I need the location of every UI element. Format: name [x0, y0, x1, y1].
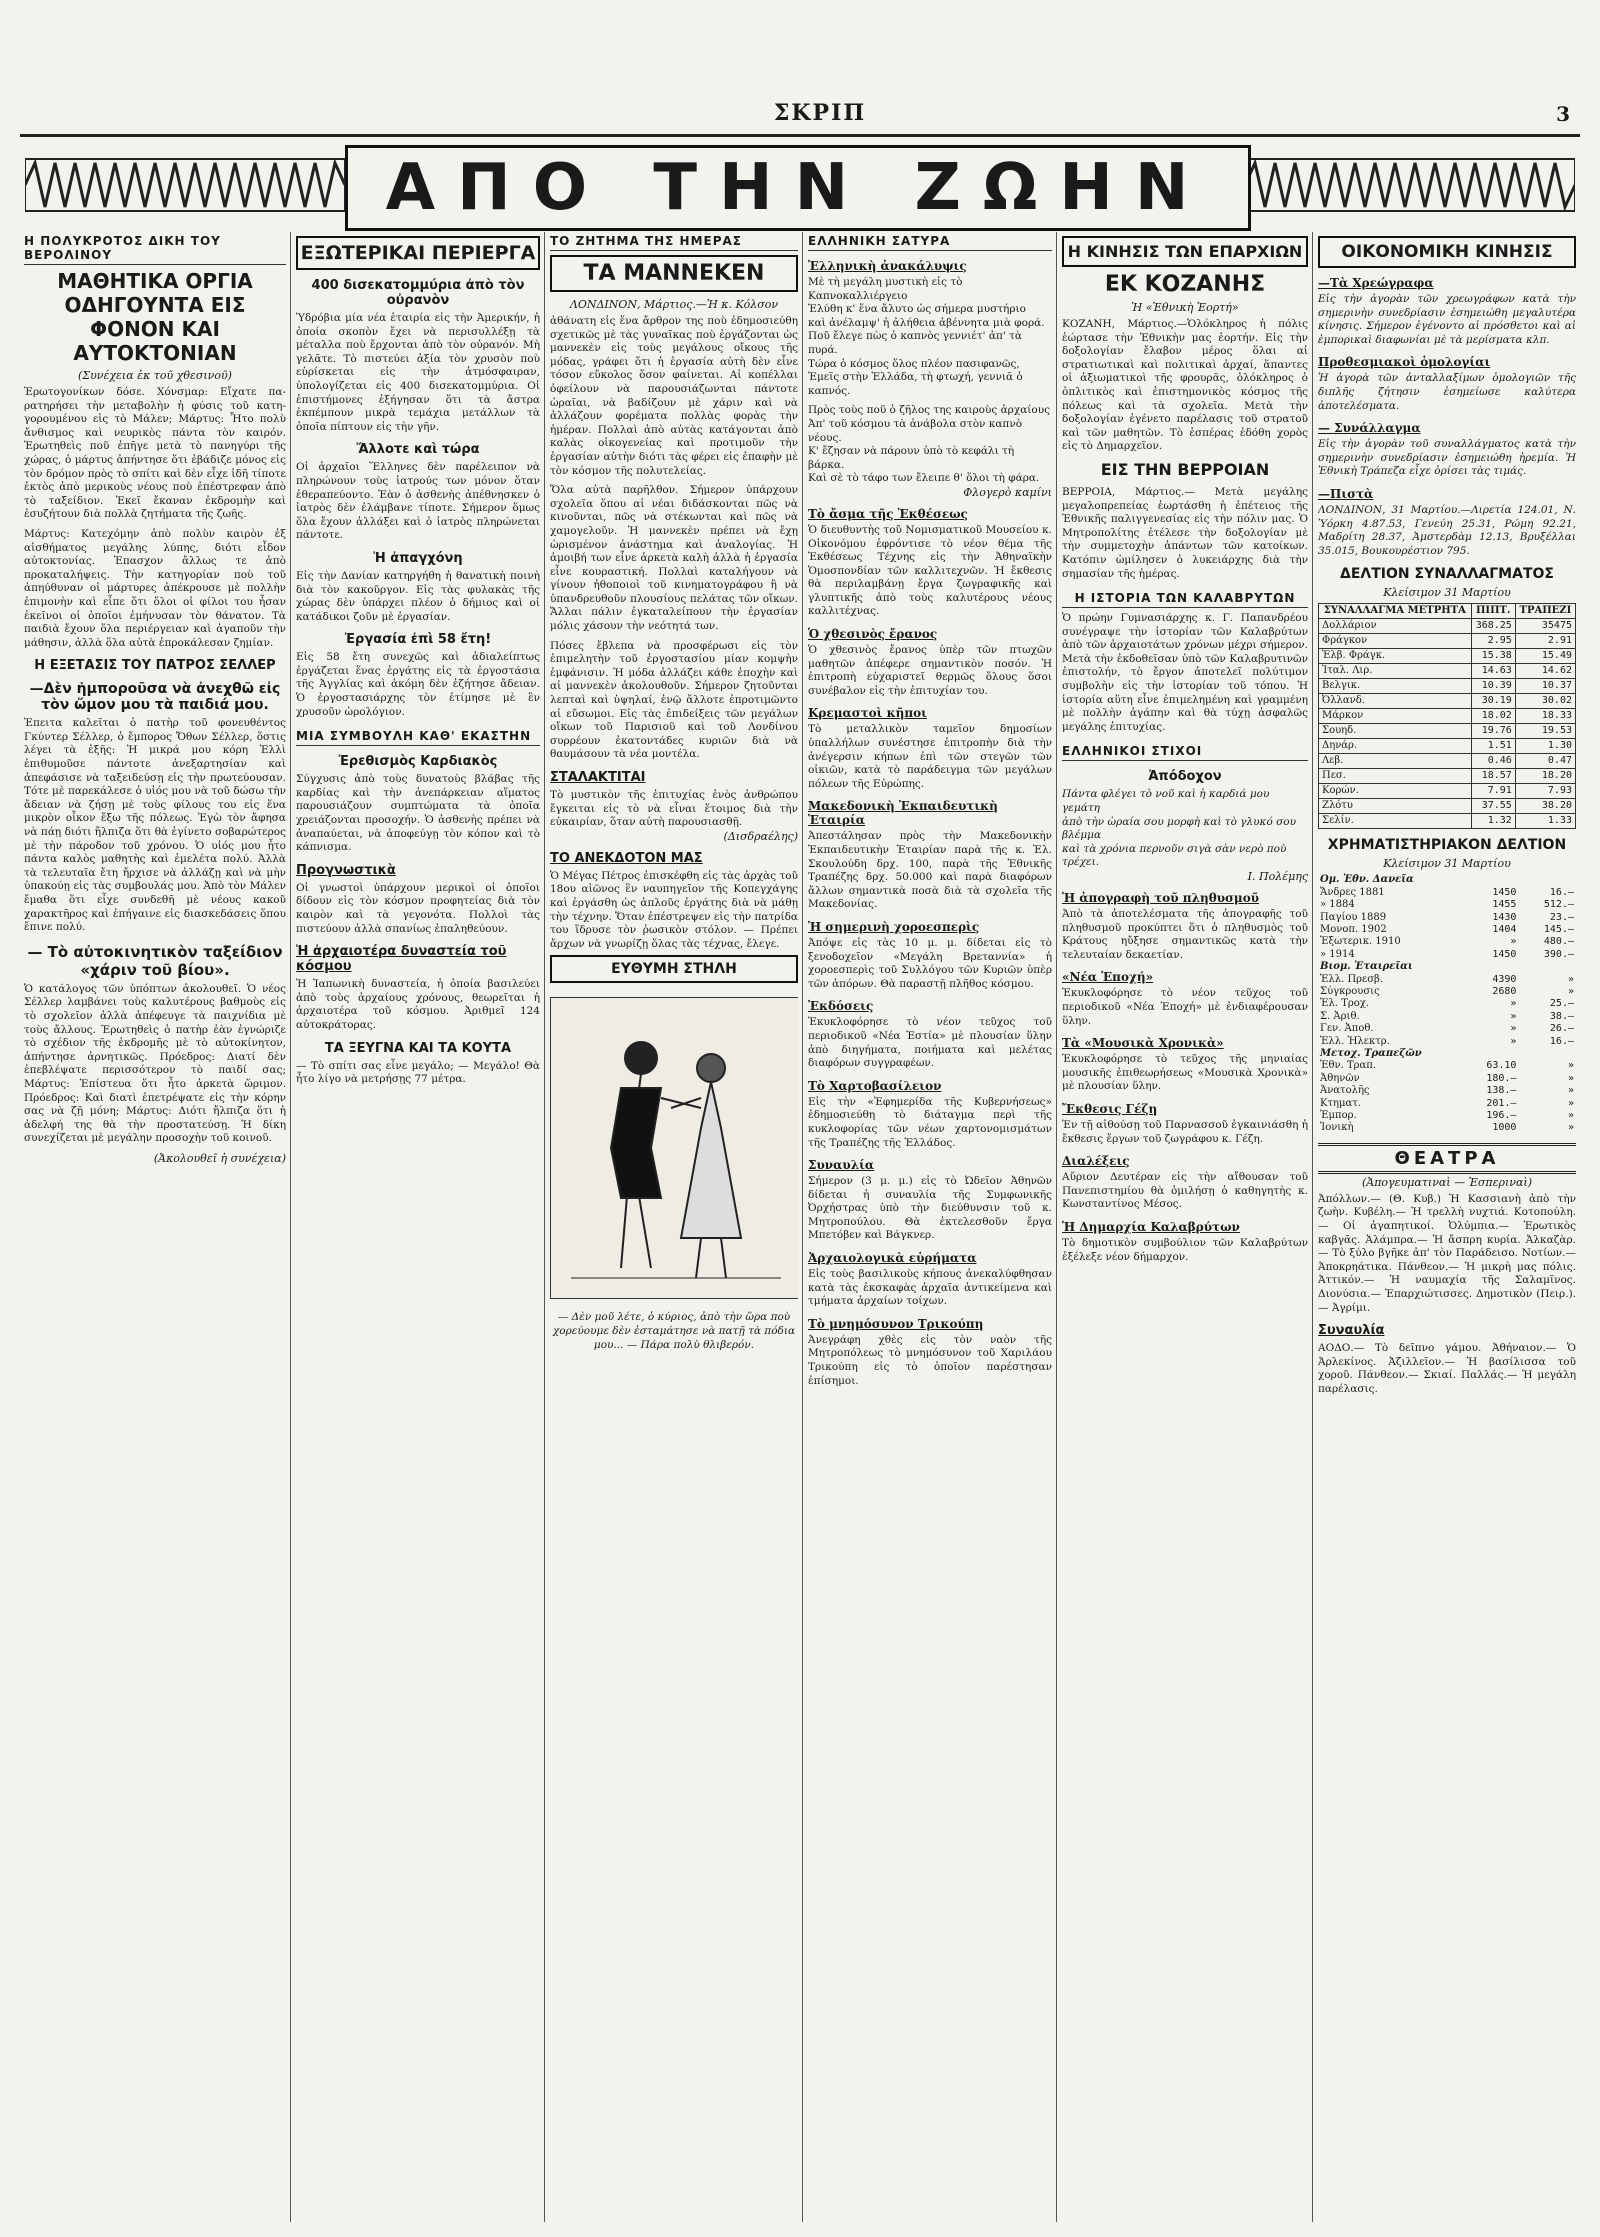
col4-paragraph-3: Τὸ μεταλλικὸν ταμεῖον δημοσίων ὑπαλλήλων συνέστησε ἐπιτροπὴν διὰ τὴν ἀνέγερσιν κήπων ἐπὶ τῶν στεγῶν τῶν οἰκιῶν, κατὰ τὸ παράδειγμα τῶν μεγάλων πόλεων τῆς Εὐρώπης.: [808, 723, 1052, 790]
fx-table-header-row: [1319, 604, 1576, 619]
theatre-subtitle: (Ἀπογευματιναὶ — Ἑσπεριναὶ): [1361, 1175, 1533, 1189]
stock-group-title: Μετοχ. Τραπεζῶν: [1320, 1048, 1422, 1059]
col5-head-1: ΕΚ ΚΟΖΑΝΗΣ: [1104, 272, 1266, 297]
stock-value-a: 63.10: [1486, 1060, 1517, 1072]
col5-paragraph-2: ΒΕΡΡΟΙΑ, Μάρτιος.— Μετὰ μεγάλης μεγαλοπρεπείας ἑωρτάσθη ἡ ἐπέτειος τῆς Ἐθνικῆς παλιγγενεσίας εἰς τὴν πόλιν μας. Ὁ Μητροπολίτης ἐτέλεσε τὴν δοξολογίαν μὲ τὴν συμμετοχὴν ἁπάντων τῶν κατοίκων. Κατόπιν ὠμίλησεν ὁ λυκειάρχης διὰ τὴν σημασίαν τῆς ἡμέρας.: [1062, 485, 1308, 580]
col5-paragraph-4: Ἀπὸ τὰ ἀποτελέσματα τῆς ἀπογραφῆς τοῦ πληθυσμοῦ προκύπτει ὅτι ὁ πληθυσμὸς τοῦ Κράτους ηὔξησε σημαντικῶς κατὰ τὴν τελευταίαν δεκαετίαν.: [1062, 908, 1308, 961]
col1-paragraph-2: Μάρτυς: Κατεχόμην ἀπὸ πολὺν καιρὸν ἐξ αἰσθήματος μεγάλης λύπης, διότι εἶδον αὐτοκτονίας. Ἐπασχον ἄλλως τε ἀπὸ προκαταλήψεις. Τὴν κατηγορίαν ποὺ τοῦ ἀπηύθυναν οἱ μάρτυρες ἀπέκρουσε μὲ πολλὴν ἐπιμονὴν καὶ εἶπε ὅτι ὅλοι οἱ φίλοι του ἦσαν ἐκεῖνοι οἱ ὁποῖοι ἐμήνυσαν τὸν θάνατον. Τὰ παιδιὰ ἔχουν ὅλα περιέργειαν καὶ ἀγαποῦν τὴν μάθησιν, ἀλλὰ ὅλα αὐτὰ ἐπροκάλεσαν ζημίαν.: [24, 527, 286, 649]
stock-row: [1318, 1011, 1576, 1023]
stock-row: [1318, 974, 1576, 986]
stock-row: [1318, 949, 1576, 961]
col3-paragraph-3: Πόσες ἔβλεπα νὰ προσφέρωσι εἰς τὸν ἐπιμελητὴν τοῦ ἐργοστασίου μίαν κομψὴν ἐμφάνισιν. Ἡ μόδα ἀλλάζει κάθε ἐποχὴν καὶ αἱ μαννεκὲν ἀκολουθοῦν. Σήμερον ζητοῦνται λεπταὶ καὶ ὑψηλαί, ἐνῷ ἄλλοτε ἐπροτιμῶντο αἱ εὔσωμοι. Εἰς τὰς ἐπιδείξεις τῶν μεγάλων οἴκων τοῦ Παρισιοῦ καὶ τοῦ Λονδίνου συρρέουν ἑκατοντάδες κυριῶν διὰ νὰ θαυμάσουν τὰ νέα μοντέλα.: [550, 639, 798, 761]
col4-subhead-2: Τὸ ἄσμα τῆς Ἐκθέσεως: [808, 506, 968, 521]
fx-buy-value: 30.19: [1471, 694, 1515, 709]
col6-box-head: ΟΙΚΟΝΟΜΙΚΗ ΚΙΝΗΣΙΣ: [1318, 236, 1576, 268]
stock-value-a: 2680: [1492, 985, 1517, 997]
col2-subhead-8: ΤΑ ΞΕΥΓΝΑ ΚΑΙ ΤΑ ΚΟΥΤΑ: [324, 1040, 512, 1056]
stock-value-b: »: [1567, 1072, 1574, 1084]
page-number: 3: [1556, 102, 1570, 126]
stock-value-a: 1430: [1492, 911, 1517, 923]
col3-paragraph-5: Ὁ Μέγας Πέτρος ἐπισκέφθη εἰς τὰς ἀρχὰς τοῦ 18ου αἰῶνος ἓν ναυπηγεῖον τῆς Κοπεγχάγης καὶ ἐργάσθη ὡς ἁπλοῦς ἐργάτης διὰ νὰ μάθῃ τὴν τέχνην. Ὅταν ἐπέστρεψεν εἰς τὴν πατρίδα του ἵδρυσε τὸν ῥωσικὸν στόλον. — Πρέπει ἄρχων νὰ γνωρίζῃ ὅλας τὰς τέχνας, ἔλεγε.: [550, 869, 798, 950]
col4-subhead-6: Ἡ σημερινὴ χοροεσπερὶς: [808, 919, 980, 934]
fx-currency-name: Λεβ.: [1319, 754, 1472, 769]
stock-value-a: 1404: [1492, 923, 1517, 935]
fx-currency-name: Μάρκον: [1319, 709, 1472, 724]
col5-subhead-10: Ἡ Δημαρχία Καλαβρύτων: [1062, 1219, 1240, 1234]
fx-row: [1319, 634, 1576, 649]
stock-value-a: 1450: [1492, 886, 1517, 898]
fx-currency-name: Πεσ.: [1319, 769, 1472, 784]
fx-row: [1319, 619, 1576, 634]
fx-row: [1319, 649, 1576, 664]
col4-paragraph-10: Ἀνεγράφη χθὲς εἰς τὸν ναὸν τῆς Μητροπόλεως τὸ μνημόσυνον τοῦ Χαριλάου Τρικούπη εἰς τὸ ὁποῖον παρέστησαν ἐπίσημοι.: [808, 1333, 1052, 1387]
col4-paragraph-4: Ἀπεστάλησαν πρὸς τὴν Μακεδονικὴν Ἐκπαιδευτικὴν Ἑταιρίαν παρὰ τῆς κ. Ἐλ. Σκουλούδη δρχ. 100, παρὰ τῆς Ἐθνικῆς Τραπέζης δρχ. 50.000 καὶ παρὰ διαφόρων ἄλλων σημαντικὰ ποσὰ διὰ τὰ σχολεῖα τῆς Μακεδονίας.: [808, 830, 1052, 911]
stock-name: Σ. Ἀριθ.: [1320, 1010, 1360, 1022]
fx-row: [1319, 814, 1576, 829]
col4-subhead-9: Συναυλία: [808, 1158, 875, 1173]
column-5: [1062, 232, 1308, 2222]
col6-subhead-4: —Πιστὰ: [1318, 486, 1374, 501]
stock-name: Ἀθηνῶν: [1320, 1072, 1360, 1084]
fx-sell-value: 18.33: [1515, 709, 1575, 724]
stock-value-a: 1455: [1492, 899, 1517, 911]
fx-sell-value: 15.49: [1515, 649, 1575, 664]
section-banner: [25, 145, 1575, 225]
col4-paragraph-7: Εἰς τὴν «Ἐφημερίδα τῆς Κυβερνήσεως» ἐδημοσιεύθη τὸ διάταγμα περὶ τῆς κυκλοφορίας τῶν νέων χαρτονομισμάτων τῆς Τραπέζης τῆς Ἑλλάδος.: [808, 1095, 1052, 1149]
col4-subhead-3: Ὁ χθεσινὸς ἔρανος: [808, 627, 938, 642]
stock-value-b: »: [1567, 985, 1574, 997]
col5-poem-signature: Ι. Πολέμης: [1247, 870, 1308, 883]
stock-value-b: 25.—: [1549, 998, 1574, 1010]
fx-buy-value: 18.02: [1471, 709, 1515, 724]
stock-value-b: 145.—: [1543, 923, 1574, 935]
fx-currency-name: Δολλάριον: [1319, 619, 1472, 634]
col6-paragraph-2: Ἡ ἀγορὰ τῶν ἀνταλλαξίμων ὁμολογιῶν τῆς διπλῆς ζήτησιν ἐσημείωσε καλύτερα ἀποτελέσματα.: [1318, 372, 1576, 412]
col5-paragraph-7: Ἐν τῇ αἰθούσῃ τοῦ Παρνασσοῦ ἐγκαινιάσθη ἡ ἔκθεσις ἔργων τοῦ ζωγράφου κ. Γέζη.: [1062, 1118, 1308, 1145]
col1-subhead-2: Η ΕΞΕΤΑΣΙΣ ΤΟΥ ΠΑΤΡΟΣ ΣΕΛΛΕΡ: [34, 658, 276, 674]
column-divider: [1056, 232, 1057, 2222]
col6-subhead-2: Προθεσμιακοὶ ὁμολογίαι: [1318, 355, 1491, 370]
stock-name: Ἐμπορ.: [1320, 1110, 1357, 1122]
stock-name: Ἐθν. Τραπ.: [1320, 1060, 1377, 1072]
fx-sell-value: 2.91: [1515, 634, 1575, 649]
col2-subhead-3: Ἡ ἀπαγχόνη: [373, 550, 463, 566]
cinema-listings: ΑΟΔΟ.— Τὸ δεῖπνο γάμου. Ἀθήναιον.— Ὁ Ἀρλεκίνος. Ἀζιλλεῖον.— Ἡ βασίλισσα τοῦ χοροῦ. Πάνθεον.— Σκιαί. Παλλάς.— Ἡ μεγάλη παρέλασις.: [1318, 1342, 1576, 1395]
stock-value-b: 23.—: [1549, 911, 1574, 923]
col4-paragraph-8: Σήμερον (3 μ. μ.) εἰς τὸ Ὠδεῖον Ἀθηνῶν δίδεται ἡ συναυλία τῆς Συμφωνικῆς Ὀρχήστρας ὑπὸ τὴν διεύθυνσιν τοῦ κ. Μητροπούλου. Θὰ ἐκτελεσθοῦν ἔργα Μπετόβεν καὶ Βάγκνερ.: [808, 1175, 1052, 1242]
col5-box-head: Η ΚΙΝΗΣΙΣ ΤΩΝ ΕΠΑΡΧΙΩΝ: [1062, 236, 1308, 267]
stock-value-b: 16.—: [1549, 886, 1574, 898]
fx-currency-name: Βελγικ.: [1319, 679, 1472, 694]
fx-row: [1319, 664, 1576, 679]
col3-subhead-2: ΤΟ ΑΝΕΚΔΟΤΟΝ ΜΑΣ: [550, 850, 703, 866]
column-4: [808, 232, 1052, 2222]
stock-row: [1318, 1036, 1576, 1048]
col4-paragraph-5: Ἀπόψε εἰς τὰς 10 μ. μ. δίδεται εἰς τὸ ξενοδοχεῖον «Μεγάλη Βρεταννία» ἡ χοροεσπερὶς τοῦ Συλλόγου τῶν Κυριῶν ὑπὲρ τῶν ἀπόρων. Θὰ παραστῇ πλῆθος κόσμου.: [808, 936, 1052, 990]
stock-group-title: Βιομ. Ἑταιρεῖαι: [1320, 961, 1413, 973]
fx-row: [1319, 769, 1576, 784]
stock-value-b: »: [1567, 1110, 1574, 1122]
fx-sell-value: 7.93: [1515, 784, 1575, 799]
col4-subhead-11: Τὸ μνημόσυνον Τρικούπη: [808, 1316, 984, 1331]
fx-sell-value: 0.47: [1515, 754, 1575, 769]
masthead-rule: [20, 134, 1580, 137]
stock-value-b: »: [1567, 973, 1574, 985]
column-2: [296, 232, 540, 2222]
fx-row: [1319, 679, 1576, 694]
fx-currency-name: Ὀλλανδ.: [1319, 694, 1472, 709]
col2-paragraph-4: Εἰς 58 ἔτη συνεχῶς καὶ ἀδιαλείπτως ἐργάζεται ἕνας ἐργάτης εἰς τὰ ἐργοστάσια τῆς Ἀγγλίας καὶ ἀκόμη δὲν ἐζήτησε ἄδειαν. Ὁ ἐργοστασιάρχης τὸν ἐτίμησε μὲ ἓν χρυσοῦν ὡρολόγιον.: [296, 651, 540, 718]
stock-value-a: 201.—: [1486, 1097, 1517, 1109]
stock-row: [1318, 1122, 1576, 1134]
col4-paragraph-1: Ὁ διευθυντὴς τοῦ Νομισματικοῦ Μουσείου κ. Οἰκονόμου ἐφρόντισε τὸ νέον θέμα τῆς Ἐκθέσεως Τέχνης εἰς τὴν Ἀθηναϊκὴν Ὁμοσπονδίαν τῶν καλλιτεχνῶν. Ἡ ἔκθεσις θὰ περιλαμβάνῃ ἔργα ζωγραφικῆς καὶ γλυπτικῆς ἀπὸ τοὺς καλυτέρους νέους καλλιτέχνας.: [808, 523, 1052, 618]
col2-paragraph-2: Οἱ ἀρχαῖοι Ἕλληνες δὲν παρέλειπον νὰ πληρώνουν τοὺς ἰατρούς των μόνον ὅταν ἐθεραπεύοντο. Ἐὰν ὁ ἀσθενὴς ἀπέθνησκεν ὁ ἰατρὸς δὲν ἐλάμβανε τίποτε. Σήμερον ὅμως ὅλα ἔχουν ἀλλάξει καὶ ὁ ἰατρὸς πληρώνεται πάντοτε.: [296, 461, 540, 542]
column-divider: [802, 232, 803, 2222]
col4-subhead-7: Ἐκδόσεις: [808, 999, 874, 1014]
col4-subhead-4: Κρεμαστοὶ κῆποι: [808, 706, 927, 721]
stock-value-b: 390.—: [1543, 948, 1574, 960]
stock-name: Ἐξωτερικ. 1910: [1320, 936, 1401, 948]
fx-currency-name: Φράγκον: [1319, 634, 1472, 649]
fx-currency-name: Δηνάρ.: [1319, 739, 1472, 754]
stock-row: [1318, 899, 1576, 911]
fx-row: [1319, 799, 1576, 814]
banner-title: ΑΠΟ ΤΗΝ ΖΩΗΝ: [345, 145, 1251, 231]
stock-table: [1318, 874, 1576, 1135]
stock-value-a: »: [1510, 936, 1517, 948]
fx-currency-name: Σελίν.: [1319, 814, 1472, 829]
fx-col-sell: ΤΡΑΠΕΖΙ: [1515, 604, 1575, 619]
col2-box-head: ΕΞΩΤΕΡΙΚΑΙ ΠΕΡΙΕΡΓΑ: [296, 236, 540, 270]
stock-row: [1318, 1085, 1576, 1097]
col6-subhead-1: —Τὰ Χρεώγραφα: [1318, 276, 1434, 290]
stock-row: [1318, 1073, 1576, 1085]
col2-paragraph-6: Οἱ γνωστοὶ ὑπάρχουν μερικοὶ οἱ ὁποῖοι δίδουν εἰς τὸν κόσμον προφητείας διὰ τὸν καιρὸν καὶ τὰ γεγονότα. Πολλοὶ τὰς πιστεύουν ἀλλὰ σπανίως ἐπαληθεύουν.: [296, 881, 540, 935]
col5-source-1: Ἡ «Ἐθνικὴ Ἑορτή»: [1131, 301, 1239, 314]
col5-subhead-7: Τὰ «Μουσικὰ Χρονικὰ»: [1062, 1036, 1224, 1051]
fx-sell-value: 30.02: [1515, 694, 1575, 709]
fx-sell-value: 18.20: [1515, 769, 1575, 784]
col4-poem-2: Πρὸς τοὺς ποῦ ὁ ζῆλος της καιροὺς ἀρχαίους Ἀπ' τοῦ κόσμου τὰ ἀνάβολα στὸν καπνὸ νέους. Κ' ἔζησαν νὰ πάρουν ὑπὸ τὸ κεφάλι τὴ βάρκα. Καὶ σὲ τὸ τάφο των ἔλειπε θ' ὅλοι τὴ φάρα.: [808, 404, 1050, 485]
col1-paragraph-4: Ὁ κατάλογος τῶν ὑπόπτων ἀκολουθεῖ. Ὁ νέος Σέλλερ λαμβάνει τοὺς καλυτέρους βαθμοὺς εἰς τὸ σχολεῖον ἀλλὰ ἀπέφευγε τὰ παιχνίδια μὲ τοὺς ἄλλους. Ἐρωτηθεὶς ὁ πατὴρ ἐὰν ἐγνώριζε τὸ σχέδιον τῆς ἐκδρομῆς μὲ τὸ αὐτοκίνητον, ἀπήντησε ἀρνητικῶς. Πρόεδρος: Διατί δὲν ἐπεβλέψατε περισσότερον τὸ παιδί σας; Μάρτυς: Ἐπίστευα ὅτι ἦτο ἀρκετὰ ὥριμον. Πρόεδρος: Καὶ διατὶ ἐπετρέψατε εἰς τὴν κόρην σας νὰ ζῇ μόνη; Μάρτυς: Διότι ἤλπιζα ὅτι ἡ ἀδελφή της θὰ τὴν προστατεύσῃ. Ἡ δίκη συνεχίζεται μὲ μεγάλην προσοχὴν τοῦ κοινοῦ.: [24, 982, 286, 1145]
col1-subhead-3: — Τὸ αὐτοκινητικὸν ταξείδιον «χάριν τοῦ βίου».: [27, 942, 283, 979]
fx-sell-value: 1.33: [1515, 814, 1575, 829]
col6-subhead-3: — Συνάλλαγμα: [1318, 421, 1421, 436]
column-6: [1318, 232, 1576, 2222]
col3-dateline: ΛΟΝΔΙΝΟΝ, Μάρτιος.—Ἡ κ. Κόλσον: [569, 298, 779, 311]
fx-col-buy: ΠΙΠΤ.: [1471, 604, 1515, 619]
fx-row: [1319, 709, 1576, 724]
stock-row: [1318, 936, 1576, 948]
col1-quote: —Δὲν ἠμποροῦσα νὰ ἀνεχθῶ εἰς τὸν ὤμον μου τὰ παιδιά μου.: [29, 681, 281, 714]
stock-value-a: 1000: [1492, 1122, 1517, 1134]
col3-subhead-3: ΕΥΘΥΜΗ ΣΤΗΛΗ: [550, 955, 798, 983]
stock-name: Κτηματ.: [1320, 1097, 1361, 1109]
fx-sell-value: 38.20: [1515, 799, 1575, 814]
col5-paragraph-1: ΚΟΖΑΝΗ, Μάρτιος.—Ὁλόκληρος ἡ πόλις ἑώρτασε τὴν Ἐθνικὴν μας ἑορτήν. Εἰς τὴν δοξολογίαν ἔλαβον μέρος ὅλαι αἱ στρατιωτικαὶ καὶ πολιτικαὶ ἀρχαί, ἅπαντες οἱ ἀξιωματικοὶ τῆς φρουρᾶς, ὁλόκληρος ὁ ὁπλιτικὸς καὶ ἐπιστημονικὸς κόσμος τῆς πόλεως καὶ τὰ σχολεῖα. Μετὰ τὴν δοξολογίαν ἐγένετο παρέλασις τοῦ στρατοῦ καὶ τῶν μαθητῶν. Τὸ ἑσπέρας ἐδόθη χορὸς εἰς τὸ Δημαρχεῖον.: [1062, 318, 1308, 453]
col4-paragraph-9: Εἰς τοὺς βασιλικοὺς κήπους ἀνεκαλύφθησαν κατὰ τὰς ἐκσκαφὰς ἀρχαῖα ἀντικείμενα καὶ τμήματα ἀρχαίων τοίχων.: [808, 1268, 1052, 1308]
col2-paragraph-1: Ὑδρόβια μία νέα ἑταιρία εἰς τὴν Ἀμερικήν, ἡ ὁποία σκοπὸν ἔχει νὰ περισυλλέξῃ τὰ μέταλλα ποὺ ἔρχονται ἀπὸ τὸν οὐρανόν. Μὴ γελᾶτε. Τὸ πιστεύει ἀξία τὸν χρυσὸν ποὺ εὑρίσκεται εἰς τὴν ἀτμόσφαιραν, ὑπολογίζεται εἰς 400 δισεκατομμύρια. Οἱ ἐπιστήμονες ἐξήγησαν ὅτι τὰ ἄστρα ἐκπέμπουν μικρὰ τεμάχια μετάλλων τὰ ὁποῖα πίπτουν εἰς τὴν γῆν.: [296, 312, 540, 433]
stock-value-b: »: [1567, 1060, 1574, 1072]
fx-sell-value: 1.30: [1515, 739, 1575, 754]
col3-paragraph-2: Ὅλα αὐτὰ παρῆλθον. Σήμερον ὑπάρχουν σχολεῖα ὅπου αἱ νέαι διδάσκονται πῶς νὰ κινοῦνται, πῶς νὰ στέκωνται καὶ πῶς νὰ χαμογελοῦν. Ἡ μαννεκὲν πρέπει νὰ ἔχῃ ὡρισμένον ἀνάστημα καὶ ἀναλογίας. Ἡ ἀμοιβή των εἶνε ἀρκετὰ καλὴ ἀλλὰ ἡ ἐργασία εἶνε κουραστική. Πολλαὶ καταλήγουν νὰ γίνουν ἠθοποιοὶ τοῦ κινηματογράφου ἢ νὰ ὑπανδρευθοῦν πλουσίους πελάτας τῶν οἴκων. Ἄλλαι πάλιν ἐγκαταλείπουν τὴν ἐργασίαν μόλις χάσουν τὴν νεότητά των.: [550, 484, 798, 633]
col5-subhead-6: «Νέα Ἐποχή»: [1062, 970, 1154, 985]
stock-name: » 1914: [1320, 948, 1355, 960]
stock-name: Παγίου 1889: [1320, 911, 1387, 923]
stock-value-b: 512.—: [1543, 899, 1574, 911]
stock-value-b: »: [1567, 1122, 1574, 1134]
col2-box-head-2: ΜΙΑ ΣΥΜΒΟΥΛΗ ΚΑΘ' ΕΚΑΣΤΗΝ: [296, 727, 540, 746]
col5-poem: Πάντα φλέγει τὸ νοῦ καὶ ἡ καρδιά μου γεμάτη ἀπὸ τὴν ὡραία σου μορφὴ καὶ τὸ γλυκό σου βλέμμα καὶ τὰ χρόνια περνοῦν σιγὰ σὰν νερὸ ποὺ τρέχει.: [1062, 788, 1296, 869]
masthead: [20, 100, 1580, 150]
col2-subhead-4: Ἐργασία ἐπὶ 58 ἔτη!: [344, 632, 492, 648]
col2-paragraph-8: — Τὸ σπίτι σας εἶνε μεγάλο; — Μεγάλο! Θὰ ἦτο λίγο νὰ μετρήσῃς 77 μέτρα.: [296, 1059, 540, 1086]
col6-paragraph-4: ΛΟΝΔΙΝΟΝ, 31 Μαρτίου.—Λιρετία 124.01, Ν. Ὑόρκη 4.87.53, Γενεύη 25.31, Ρώμη 92.21, Μαδρίτη 28.37, Ἀμστερδὰμ 12.13, Βρυξέλλαι 35.015, Βουκουρέστιον 795.: [1318, 503, 1576, 557]
stock-row: [1318, 986, 1576, 998]
col3-paragraph-1: ἀθάνατη εἰς ἕνα ἄρθρον της ποὺ ἐδημοσιεύθη σχετικῶς μὲ τὰς γυναῖκας ποὺ ἐργάζονται ὡς μαννεκὲν εἰς τοὺς μεγάλους οἴκους τῆς μόδας, γράφει ὅτι ἡ ἐργασία αὐτὴ δὲν εἶνε τόσον εὔκολος ὅσον φαίνεται. Αἱ κοπέλλαι ὀφείλουν νὰ παρουσιάζωνται πάντοτε ὡραῖαι, νὰ βαδίζουν μὲ χάριν καὶ νὰ ἀλλάζουν φορέματα πολλὰς φορὰς τὴν ἡμέραν. Πολλαὶ ἀπὸ αὐτὰς κατάγονται ἀπὸ καλὰς οἰκογενείας καὶ προτιμοῦν τὴν ἐργασίαν αὐτὴν διότι τὰς φέρει εἰς ἐπαφὴν μὲ τὸν κόσμον τῆς πολυτελείας.: [550, 315, 798, 477]
fx-sell-value: 10.37: [1515, 679, 1575, 694]
column-divider: [290, 232, 291, 2222]
banner-zigzag-right: [1245, 155, 1575, 215]
cinema-title: Συναυλία: [1318, 1323, 1385, 1339]
stock-value-b: 16.—: [1549, 1035, 1574, 1047]
stock-row: [1318, 1060, 1576, 1072]
col5-head-3: Η ΙΣΤΟΡΙΑ ΤΩΝ ΚΑΛΑΒΡΥΤΩΝ: [1062, 589, 1308, 608]
col5-subhead-8: Ἔκθεσις Γέζη: [1062, 1101, 1158, 1116]
dancing-couple-illustration: [550, 997, 798, 1299]
col5-subhead-5: Ἡ ἀπογραφὴ τοῦ πληθυσμοῦ: [1062, 891, 1260, 905]
col3-signature: (Δισδραέλης): [723, 829, 798, 843]
stock-table-date: Κλείσιμον 31 Μαρτίου: [1383, 857, 1511, 871]
fx-buy-value: 19.76: [1471, 724, 1515, 739]
col2-subhead-6: Προγνωστικὰ: [296, 862, 396, 878]
stock-value-a: 196.—: [1486, 1110, 1517, 1122]
fx-currency-name: Σουηδ.: [1319, 724, 1472, 739]
fx-table-date: Κλείσιμον 31 Μαρτίου: [1383, 586, 1511, 600]
stock-value-a: 180.—: [1486, 1072, 1517, 1084]
fx-currency-name: Ἰταλ. Λιρ.: [1319, 664, 1472, 679]
fx-row: [1319, 739, 1576, 754]
theatre-listings: Ἀπόλλων.— (Θ. Κυβ.) Ἡ Κασσιανὴ ἀπὸ τὴν ζωὴν. Κυβέλη.— Ἡ τρελλὴ νυχτιά. Κοτοπούλη.— Οἱ ἀγαπητικοί. Ὀλύμπια.— Ἐρωτικὸς καβγᾶς. Ἀλάμπρα.— Ἡ ἄσπρη κυρία. Ἀλκαζὰρ.— Τὸ ξύλο βγῆκε ἀπ' τὸν Παράδεισο. Νοτίων.— Ἀποκρηάτικα. Πάνθεον.— Ἡ μικρὴ μας πόλις. Ἀττικόν.— Ἡ ναυμαχία τῆς Σαλαμῖνος. Διονύσια.— Ἐπαρχιώτισσες. Δημοτικὸν (Πειρ.).— Ἀγρίμι.: [1318, 1192, 1576, 1314]
fx-table-body: [1319, 619, 1576, 829]
col1-paragraph-1: Ἐρωτογονίκων δόσε. Χόνσμαρ: Εἴχατε πα-ρατηρήσει τὴν μεταβολὴν ἡ φύσις τοῦ κατη-γορουμένου εἰς τὸ Μάλεν; Μάρτυς: Ἦτο πολὺ ἄνθισμος καὶ νευρικὸς πάντα τὸν καιρόν. Ἐρωτηθεὶς ποῦ ἐπῆγε μετὰ τὸ πανηγύρι τῆς χώρας, ὁ μάρτυς ἀπήντησε ὅτι ἐβάδιζε μόνος εἰς τὸν δρόμον πρὸς τὸ σπίτι καὶ δὲν εἶχε ἰδῆ τίποτε ἐκτὸς ἀπὸ μερικοὺς νέους ποὺ ἐπέστρεφαν ἀπὸ τὸ ταξείδιον. Ἐκεῖ ἔκαναν ἐκδρομὴν καὶ ἐσυζήτουν διὰ πολλὰ ζητήματα τῆς ζωῆς.: [24, 386, 286, 521]
stock-group-title: Ομ. Ἐθν. Δανεῖα: [1320, 874, 1414, 886]
col5-paragraph-5: Ἐκυκλοφόρησε τὸ νέον τεῦχος τοῦ περιοδικοῦ «Νέα Ἐποχή» μὲ ἐνδιαφέρουσαν ὕλην.: [1062, 987, 1308, 1027]
fx-col-currency: ΣΥΝΑΛΛΑΓΜΑ ΜΕΤΡΗΤΑ: [1319, 604, 1472, 619]
fx-buy-value: 1.51: [1471, 739, 1515, 754]
stock-name: Ἑλλ. Ἠλεκτρ.: [1320, 1035, 1390, 1047]
fx-sell-value: 19.53: [1515, 724, 1575, 739]
stock-value-a: 1450: [1492, 948, 1517, 960]
stock-name: Ἀνατολῆς: [1320, 1085, 1370, 1097]
col2-paragraph-7: Ἡ Ἰαπωνικὴ δυναστεία, ἡ ὁποία βασιλεύει ἀπὸ τοὺς ἀρχαίους χρόνους, θεωρεῖται ἡ ἀρχαιοτέρα τοῦ κόσμου. Ἀριθμεῖ 124 αὐτοκράτορας.: [296, 978, 540, 1031]
stock-value-b: 480.—: [1543, 936, 1574, 948]
stock-row: [1318, 912, 1576, 924]
col2-paragraph-5: Σύγχυσις ἀπὸ τοὺς δυνατοὺς βλάβας τῆς καρδίας καὶ τὴν ἀνεπάρκειαν αἵματος παρουσιάζουν συμπτώματα τὰ ὁποῖα χρειάζονται προσοχήν. Ὁ ἀσθενὴς πρέπει νὰ ἀναπαύεται, νὰ ἀποφεύγῃ τὸν κόπον καὶ τὸ κάπνισμα.: [296, 773, 540, 854]
stock-row: [1318, 1110, 1576, 1122]
col3-headline: ΤΑ ΜΑΝΝΕΚΕΝ: [550, 255, 798, 292]
col5-paragraph-8: Αὔριον Δευτέραν εἰς τὴν αἴθουσαν τοῦ Πανεπιστημίου θὰ ὁμιλήσῃ ὁ καθηγητὴς κ. Κωνσταντίνος Μέσος.: [1062, 1171, 1308, 1211]
stock-name: » 1884: [1320, 899, 1355, 911]
col4-paragraph-2: Ὁ χθεσινὸς ἔρανος ὑπὲρ τῶν πτωχῶν μαθητῶν ἀπέφερε σημαντικὸν ποσόν. Ἡ ἐπιτροπὴ εὐχαριστεῖ θερμῶς ὅλους ὅσοι συνέβαλον εἰς τὴν ἐπιτυχίαν του.: [808, 644, 1052, 697]
columns: [24, 232, 1576, 2222]
col4-signature: Φλογερὸ καμίνι: [963, 485, 1052, 499]
col6-paragraph-3: Εἰς τὴν ἀγορὰν τοῦ συναλλάγματος κατὰ τὴν σημερινὴν συνεδρίασιν ἐσημειώθη ἡρεμία. Ἡ Ἐθνικὴ Τράπεζα εἶχε ὁρίσει τὰς τιμάς.: [1318, 438, 1576, 478]
stock-value-a: »: [1510, 998, 1517, 1010]
stock-name: Γεν. Ἀποθ.: [1320, 1023, 1374, 1035]
col3-paragraph-4: Τὸ μυστικὸν τῆς ἐπιτυχίας ἑνὸς ἀνθρώπου ἔγκειται εἰς τὸ νὰ εἶναι ἕτοιμος διὰ τὴν εὐκαιρίαν, ὅταν αὐτὴ παρουσιασθῇ.: [550, 789, 798, 829]
stock-name: Ἐλ. Τροχ.: [1320, 998, 1370, 1010]
fx-sell-value: 35475: [1515, 619, 1575, 634]
fx-buy-value: 2.95: [1471, 634, 1515, 649]
col5-paragraph-3: Ὁ πρώην Γυμνασιάρχης κ. Γ. Παπανδρέου συνέγραψε τὴν ἱστορίαν τῶν Καλαβρύτων ἀπὸ τῶν ἀρχαιοτάτων χρόνων μέχρι σήμερον. Μετὰ τὴν ἐκδοθεῖσαν ὑπὸ τῶν Καλαβρυτινῶν ἐπιστολήν, τὸ ἔργον ἀποτελεῖ πολύτιμον συμβολὴν εἰς τὴν ἱστορίαν τοῦ τόπου. Ἡ ἱστορία αὕτη εἶνε ἐπιμελημένη καὶ γραμμένη μὲ πολλὴν ἀγάπην καὶ θὰ τύχῃ ἀσφαλῶς μεγάλης ἐπιτυχίας.: [1062, 612, 1308, 733]
col2-subhead-2: Ἄλλοτε καὶ τώρα: [356, 442, 480, 458]
newspaper-name: ΣΚΡΙΠ: [773, 100, 867, 126]
fx-currency-name: Ἑλβ. Φράγκ.: [1319, 649, 1472, 664]
col5-paragraph-6: Ἐκυκλοφόρησε τὸ τεῦχος τῆς μηνιαίας μουσικῆς ἐπιθεωρήσεως «Μουσικὰ Χρονικὰ» μὲ πλουσίαν ὕλην.: [1062, 1053, 1308, 1093]
col2-subhead-1: 400 δισεκατομμύρια ἀπὸ τὸν οὐρανὸν: [311, 278, 525, 308]
stock-table-title: ΧΡΗΜΑΤΙΣΤΗΡΙΑΚΟΝ ΔΕΛΤΙΟΝ: [1327, 837, 1567, 854]
stock-group-row: [1318, 961, 1576, 973]
stock-value-a: »: [1510, 1035, 1517, 1047]
column-3: [550, 232, 798, 2222]
fx-row: [1319, 694, 1576, 709]
col6-paragraph-1: Εἰς τὴν ἀγορὰν τῶν χρεωγράφων κατὰ τὴν σημερινὴν συνεδρίασιν ἐσημειώθη μεγαλυτέρα κίνησις. Σήμερον ἐγένοντο αἱ πρόσθετοι καὶ αἱ ἐμπορικαὶ διαφωνίαι μὲ τὰ μερίσματα κλπ.: [1318, 293, 1576, 346]
fx-row: [1319, 754, 1576, 769]
fx-buy-value: 10.39: [1471, 679, 1515, 694]
stock-row: [1318, 1023, 1576, 1035]
fx-table-title: ΔΕΛΤΙΟΝ ΣΥΝΑΛΛΑΓΜΑΤΟΣ: [1340, 566, 1554, 583]
stock-table-body: [1318, 874, 1576, 1135]
stock-name: Ἄνδρες 1881: [1320, 886, 1385, 898]
fx-buy-value: 15.38: [1471, 649, 1515, 664]
stock-group-row: [1318, 1048, 1576, 1060]
fx-currency-name: Κορών.: [1319, 784, 1472, 799]
col2-subhead-5: Ἐρεθισμὸς Καρδιακὸς: [338, 754, 498, 770]
stock-value-b: 26.—: [1549, 1023, 1574, 1035]
stock-value-b: »: [1567, 1097, 1574, 1109]
col5-head-4: ΕΛΛΗΝΙΚΟΙ ΣΤΙΧΟΙ: [1062, 742, 1308, 761]
col3-subhead-1: ΣΤΑΛΑΚΤΙΤΑΙ: [550, 770, 646, 785]
fx-buy-value: 1.32: [1471, 814, 1515, 829]
fx-buy-value: 368.25: [1471, 619, 1515, 634]
col1-continued: (Ἀκολουθεῖ ἡ συνέχεια): [153, 1151, 286, 1165]
col1-paragraph-3: Ἐπειτα καλεῖται ὁ πατὴρ τοῦ φονευθέντος Γκύντερ Σέλλερ, ὁ ἔμπορος Ὄθων Σέλλερ, ὅστις λέγει τὰ ἑξῆς: Ἡ μικρά μου κόρη Ἑλλὶ ἐπιθυμοῦσε πάντοτε ἀνεξαρτησίαν καὶ ἀπεφάσισε νὰ ταξειδεύσῃ εἰς τὴν πρωτεύουσαν. Τότε μὲ παρεκάλεσε ὁ υἱός μου νὰ τοῦ δώσω τὴν ἄδειαν νὰ ζήσῃ μὲ τοὺς φίλους του εἰς ἕνα μικρὸν οἶκον ἔξω τῆς πόλεως. Ἐγὼ τὸν ἄφησα νὰ πάῃ διότι ἤλπιζα ὅτι θὰ ἐγίνετο σοβαρώτερος μὲ τὴν πάροδον τοῦ χρόνου. Ὁ υἱός μου ἦτο πάντα καλὸς μαθητὴς καὶ ἐμελέτα πολύ. Ἀλλὰ τὰ τελευταῖα ἔτη ἤρχισε νὰ ἀλλάζῃ καὶ νὰ μὴν ὑπακούῃ εἰς τὰς συμβουλάς μου. Ἀπὸ τὸν Μάλεν ἔμαθα ὅτι εἶχε συνδεθῆ μὲ νέους κακοῦ χαρακτῆρος καὶ ἐπήγαινε εἰς διασκεδάσεις ὅπου ἔπινε πολύ.: [24, 717, 286, 934]
col1-headline: ΜΑΘΗΤΙΚΑ ΟΡΓΙΑ ΟΔΗΓΟΥΝΤΑ ΕΙΣ ΦΟΝΟΝ ΚΑΙ ΑΥΤΟΚΤΟΝΙΑΝ: [57, 269, 253, 365]
col4-poem-1: Μὲ τὴ μεγάλη μυστικὴ εἰς τὸ Καπνοκαλλιέργειο Ἐλύθη κ' ἕνα ἄλυτο ὡς σήμερα μυστήριο καὶ ἀνέλαμψ' ἡ ἀλήθεια ἀβέννητα μιὰ φορά. Ποῦ ἔλεγε πὼς ὁ καπνὸς γεννιέτ' ἀπ' τὰ πυρά. Τώρα ὁ κόσμος ὅλος πλέον πασιφανῶς, Ἐμεῖς στὴν Ἑλλάδα, τὴ φτωχή, γεννιᾶ ὁ καπνός.: [808, 276, 1045, 397]
stock-row: [1318, 998, 1576, 1010]
col5-head-2: ΕΙΣ ΤΗΝ ΒΕΡΡΟΙΑΝ: [1100, 459, 1270, 479]
fx-buy-value: 14.63: [1471, 664, 1515, 679]
column-divider: [1312, 232, 1313, 2222]
banner-zigzag-left: [25, 155, 345, 215]
fx-sell-value: 14.62: [1515, 664, 1575, 679]
col2-subhead-7: Ἡ ἀρχαιοτέρα δυναστεία τοῦ κόσμου: [296, 944, 507, 975]
stock-value-a: 4390: [1492, 973, 1517, 985]
fx-row: [1319, 784, 1576, 799]
col4-subhead-10: Ἀρχαιολογικὰ εὑρήματα: [808, 1251, 977, 1266]
stock-row: [1318, 924, 1576, 936]
theatre-title: ΘΕΑΤΡΑ: [1318, 1143, 1576, 1174]
fx-buy-value: 7.91: [1471, 784, 1515, 799]
col1-intro: (Συνέχεια ἐκ τοῦ χθεσινοῦ): [78, 369, 232, 382]
col5-poem-title: Ἀπόδοχον: [1148, 769, 1222, 785]
stock-value-a: »: [1510, 1023, 1517, 1035]
col1-kicker: Η ΠΟΛΥΚΡΟΤΟΣ ΔΙΚΗ ΤΟΥ ΒΕΡΟΛΙΝΟΥ: [24, 232, 286, 265]
col4-subhead-8: Τὸ Χαρτοβασίλειον: [808, 1078, 942, 1093]
col4-paragraph-6: Ἐκυκλοφόρησε τὸ νέον τεῦχος τοῦ περιοδικοῦ «Νέα Ἑστία» μὲ πλουσίαν ὕλην ἀπὸ διηγήματα, ποιήματα καὶ μελέτας διαφόρων συγγραφέων.: [808, 1016, 1052, 1070]
stock-value-b: 38.—: [1549, 1010, 1574, 1022]
col4-kicker: ΕΛΛΗΝΙΚΗ ΣΑΤΥΡΑ: [808, 232, 1052, 251]
fx-currency-name: Ζλότυ: [1319, 799, 1472, 814]
stock-value-a: 138.—: [1486, 1085, 1517, 1097]
stock-group-row: [1318, 874, 1576, 886]
fx-buy-value: 37.55: [1471, 799, 1515, 814]
column-1: [24, 232, 286, 2222]
stock-name: Σύγκρουσις: [1320, 985, 1380, 997]
column-divider: [544, 232, 545, 2222]
stock-name: Ἑλλ. Πρεσβ.: [1320, 973, 1384, 985]
fx-buy-value: 0.46: [1471, 754, 1515, 769]
stock-name: Ἰονικὴ: [1320, 1122, 1354, 1134]
col4-subhead-5: Μακεδονικὴ Ἐκπαιδευτικὴ Ἑταιρία: [808, 799, 998, 828]
col3-caption: — Δὲν μοῦ λέτε, ὁ κύριος, ἀπὸ τὴν ὥρα ποὺ χορεύουμε δὲν ἐσταμάτησε νὰ πατῇ τὰ πόδια μου... — Πάρα πολὺ θλιβερόν.: [552, 1311, 796, 1351]
stock-row: [1318, 887, 1576, 899]
col5-subhead-9: Διαλέξεις: [1062, 1154, 1130, 1169]
col3-kicker: ΤΟ ΖΗΤΗΜΑ ΤΗΣ ΗΜΕΡΑΣ: [550, 232, 798, 251]
stock-name: Μονοπ. 1902: [1320, 923, 1387, 935]
fx-row: [1319, 724, 1576, 739]
fx-buy-value: 18.57: [1471, 769, 1515, 784]
fx-table: [1318, 603, 1576, 829]
col5-paragraph-9: Τὸ δημοτικὸν συμβούλιον τῶν Καλαβρύτων ἐξέλεξε νέον δήμαρχον.: [1062, 1236, 1308, 1263]
col4-subhead-1: Ἑλληνικὴ ἀνακάλυψις: [808, 259, 967, 273]
stock-value-a: »: [1510, 1010, 1517, 1022]
col2-paragraph-3: Εἰς τὴν Δανίαν κατηργήθη ἡ θανατικὴ ποινὴ διὰ τὸν κακοῦργον. Εἰς τὰς φυλακὰς τῆς χώρας δὲν ὑπάρχει πλέον ὁ δήμιος καὶ οἱ κατάδικοι ζοῦν μὲ ἐργασίαν.: [296, 569, 540, 623]
stock-value-b: »: [1567, 1085, 1574, 1097]
stock-row: [1318, 1098, 1576, 1110]
